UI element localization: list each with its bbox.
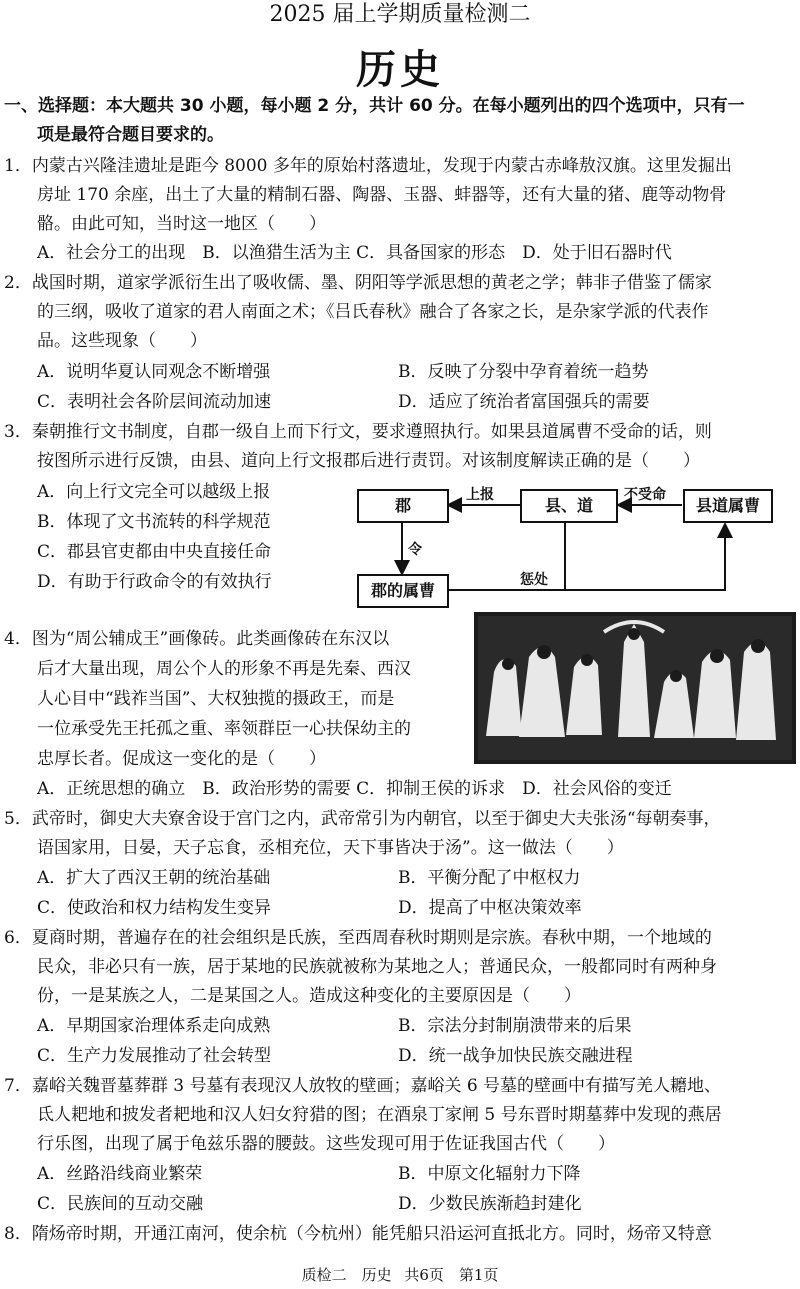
section-instruction-line2: 项是最符合题目要求的。	[37, 125, 224, 145]
q5-option-d: D．提高了中枢决策效率	[398, 898, 582, 918]
q3-option-a: A．向上行文完全可以越级上报	[37, 482, 271, 502]
q4-stem-line5: 忠厚长者。促成这一变化的是（ ）	[37, 749, 326, 769]
box-xiandao: 县、道	[520, 489, 618, 523]
q1-options: A．社会分工的出现 B．以渔猎生活为主 C．具备国家的形态 D．处于旧石器时代	[37, 243, 672, 263]
arrow-junshucao-to-shucao	[448, 524, 725, 590]
q5-stem-line1: 5．武帝时，御史大夫寮舍设于宫门之内，武帝常引为内朝官，以至于御史大夫张汤“每朝奏事，	[4, 809, 721, 829]
q7-option-a: A．丝路沿线商业繁荣	[37, 1164, 203, 1184]
exam-title: 2025 届上学期质量检测二	[269, 2, 531, 27]
page-footer: 质检二 历史 共6页 第1页	[301, 1266, 499, 1284]
q4-stem-line2: 后才大量出现，周公个人的形象不再是先秦、西汉	[37, 659, 411, 679]
q7-option-c: C．民族间的互动交融	[37, 1194, 204, 1214]
q6-option-d: D．统一战争加快民族交融进程	[398, 1046, 633, 1066]
q2-option-c: C．表明社会各阶层间流动加速	[37, 392, 272, 412]
q3-option-c: C．郡县官吏都由中央直接任命	[37, 542, 272, 562]
q6-option-b: B．宗法分封制崩溃带来的后果	[398, 1016, 632, 1036]
q7-option-d: D．少数民族渐趋封建化	[398, 1194, 582, 1214]
q3-option-d: D．有助于行政命令的有效执行	[37, 572, 272, 592]
q3-option-b: B．体现了文书流转的科学规范	[37, 512, 271, 532]
q3-stem-line1: 3．秦朝推行文书制度，自郡一级自上而下行文，要求遵照执行。如果县道属曹不受命的话，则	[4, 422, 712, 442]
q3-stem-line2: 按图所示进行反馈，由县、道向上行文报郡后进行责罚。对该制度解读正确的是（ ）	[37, 451, 700, 471]
q5-option-b: B．平衡分配了中枢权力	[398, 868, 581, 888]
q4-options: A．正统思想的确立 B．政治形势的需要 C．抑制王侯的诉求 D．社会风俗的变迁	[37, 779, 672, 799]
subject-title: 历史	[356, 47, 444, 93]
box-jun: 郡	[357, 489, 449, 523]
q2-option-d: D．适应了统治者富国强兵的需要	[398, 392, 650, 412]
zhougong-brick-relief-image	[474, 612, 796, 764]
label-shangbao: 上报	[466, 487, 494, 503]
q6-option-a: A．早期国家治理体系走向成熟	[37, 1016, 271, 1036]
q4-stem-line3: 人心目中“践祚当国”、大权独揽的摄政王，而是	[37, 689, 395, 709]
q5-option-a: A．扩大了西汉王朝的统治基础	[37, 868, 271, 888]
q5-stem-line2: 语国家用，日晏，天子忘食，丞相充位，天下事皆决于汤”。这一做法（ ）	[37, 838, 624, 858]
label-chengchu: 惩处	[520, 572, 548, 588]
q2-option-b: B．反映了分裂中孕育着统一趋势	[398, 362, 649, 382]
q2-stem-line3: 品。这些现象（ ）	[37, 331, 207, 351]
q8-stem-line1: 8．隋炀帝时期，开通江南河，使余杭（今杭州）能凭船只沿运河直抵北方。同时，炀帝又特意	[4, 1224, 712, 1244]
q4-stem-line4: 一位承受先王托孤之重、率领群臣一心扶保幼主的	[37, 719, 411, 739]
q2-stem-line1: 2．战国时期，道家学派衍生出了吸收儒、墨、阴阳等学派思想的黄老之学；韩非子借鉴了儒家	[4, 273, 712, 293]
box-jun-shucao: 郡的属曹	[357, 574, 449, 608]
q1-stem-line2: 房址 170 余座，出土了大量的精制石器、陶器、玉器、蚌器等，还有大量的猪、鹿等动物骨	[37, 185, 727, 205]
q6-stem-line2: 民众，非必只有一族，居于某地的民族就被称为某地之人；普通民众，一般都同时有两种身	[37, 957, 717, 977]
q7-stem-line3: 行乐图，出现了属于龟兹乐器的腰鼓。这些发现可用于佐证我国古代（ ）	[37, 1134, 615, 1154]
diagram-arrows	[0, 0, 800, 640]
q4-stem-line1: 4．图为“周公辅成王”画像砖。此类画像砖在东汉以	[4, 629, 390, 649]
q2-stem-line2: 的三纲，吸收了道家的君人南面之术；《吕氏春秋》融合了各家之长，是杂家学派的代表作	[37, 302, 709, 322]
q6-stem-line3: 份，一是某族之人，二是某国之人。造成这种变化的主要原因是（ ）	[37, 986, 581, 1006]
q6-stem-line1: 6．夏商时期，普遍存在的社会组织是氏族，至西周春秋时期则是宗族。春秋中期，一个地域的	[4, 928, 712, 948]
label-ling: 令	[408, 542, 422, 558]
q2-option-a: A．说明华夏认同观念不断增强	[37, 362, 271, 382]
q7-stem-line2: 氐人耙地和披发者耙地和汉人妇女狩猎的图；在酒泉丁家闸 5 号东晋时期墓葬中发现的燕居	[37, 1105, 722, 1125]
q6-option-c: C．生产力发展推动了社会转型	[37, 1046, 272, 1066]
label-bushouming: 不受命	[624, 487, 666, 503]
box-xiandao-shucao: 县道属曹	[683, 489, 773, 523]
q1-stem-line3: 骼。由此可知，当时这一地区（ ）	[37, 214, 326, 234]
q5-option-c: C．使政治和权力结构发生变异	[37, 898, 272, 918]
q1-stem-line1: 1．内蒙古兴隆洼遗址是距今 8000 多年的原始村落遗址，发现于内蒙古赤峰敖汉旗。这里发掘出	[4, 156, 732, 176]
q7-stem-line1: 7．嘉峪关魏晋墓葬群 3 号墓有表现汉人放牧的壁画；嘉峪关 6 号墓的壁画中有描写羌人耱地、	[4, 1076, 722, 1096]
section-instruction-line1: 一、选择题：本大题共 30 小题，每小题 2 分，共计 60 分。在每小题列出的四个选项中，只有一	[4, 96, 745, 116]
q7-option-b: B．中原文化辐射力下降	[398, 1164, 581, 1184]
